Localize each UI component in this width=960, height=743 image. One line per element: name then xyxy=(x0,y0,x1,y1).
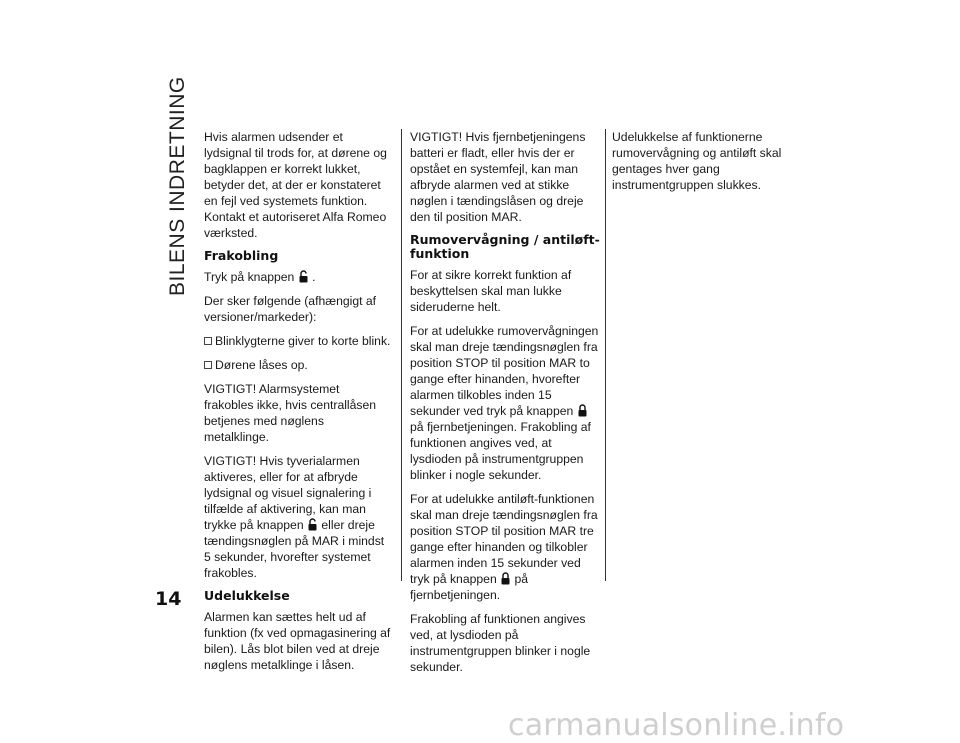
column-1 xyxy=(204,129,392,681)
heading-rumovervaagning: Rumovervågning / antiløft-funktion xyxy=(410,232,600,261)
column-3 xyxy=(612,129,804,201)
text-period: . xyxy=(312,270,316,284)
section-side-title: BILENS INDRETNING xyxy=(166,76,189,296)
text-antilift-post: på fjernbetjeningen. xyxy=(410,572,529,602)
bullet-text: Blinklygterne giver to korte blink. xyxy=(215,334,391,348)
paragraph-disable-interior xyxy=(410,323,600,483)
watermark: carmanualsonline.info xyxy=(508,708,845,743)
lock-icon xyxy=(501,572,510,585)
page-number: 14 xyxy=(155,588,182,610)
text-theft-post: eller dreje tændingsnøglen på MAR i mindst 5 sekunder, hvorefter systemet frakobles. xyxy=(204,518,385,580)
paragraph-disable-antilift xyxy=(410,491,600,603)
unlock-icon xyxy=(308,518,317,531)
bullet-item-doors xyxy=(204,357,392,373)
column-divider xyxy=(605,129,606,581)
text-antilift-pre: For at udelukke antiløft-funktionen skal man dreje tændingsnøglen fra position STOP til position MAR tre gange efter hinanden og tilkobler alarmen inden 15 sekunder ved tryk på knappen xyxy=(410,492,598,586)
lock-icon xyxy=(578,404,587,417)
checkbox-bullet-icon xyxy=(204,361,212,369)
paragraph-windows: For at sikre korrekt funktion af beskyttelsen skal man lukke sideruderne helt. xyxy=(410,268,572,314)
bullet-item-blink xyxy=(204,333,392,349)
paragraph-antilift-indication: Frakobling af funktionen angives ved, at lysdioden på instrumentgruppen blinker i nogle sekunder. xyxy=(410,612,591,674)
paragraph-following: Der sker følgende (afhængigt af versioner/markeder): xyxy=(204,294,377,324)
paragraph-important-theft xyxy=(204,453,392,581)
heading-udelukkelse: Udelukkelse xyxy=(204,588,290,603)
bullet-text: Dørene låses op. xyxy=(215,358,308,372)
text-theft-pre: VIGTIGT! Hvis tyverialarmen aktiveres, eller for at afbryde lydsignal og visuel signalering i tilfælde af aktivering, kan man trykke på knappen xyxy=(204,454,372,532)
paragraph-important-centrallock: VIGTIGT! Alarmsystemet frakobles ikke, hvis centrallåsen betjenes med nøglens metalklinge. xyxy=(204,382,377,444)
paragraph-battery: VIGTIGT! Hvis fjernbetjeningens batteri er fladt, eller hvis der er opstået en systemfejl, kan man afbryde alarmen ved at stikke nøglen i tændingslåsen og dreje den til position MAR. xyxy=(410,130,586,224)
text-press-button: Tryk på knappen xyxy=(204,270,295,284)
unlock-icon xyxy=(299,270,308,283)
text-interior-post: på fjernbetjeningen. Frakobling af funktionen angives ved, at lysdioden på instrumentgruppen blinker i nogle sekunder. xyxy=(410,420,591,482)
checkbox-bullet-icon xyxy=(204,337,212,345)
heading-frakobling: Frakobling xyxy=(204,248,279,263)
paragraph-disable: Alarmen kan sættes helt ud af funktion (fx ved opmagasinering af bilen). Lås blot bilen ved at dreje nøglens metalklinge i låsen. xyxy=(204,610,391,672)
column-2 xyxy=(410,129,600,683)
column-divider xyxy=(401,129,402,581)
paragraph-repeat: Udelukkelse af funktionerne rumovervågning og antiløft skal gentages hver gang instrumentgruppen slukkes. xyxy=(612,130,782,192)
paragraph-alarm-signal: Hvis alarmen udsender et lydsignal til trods for, at dørene og bagklappen er korrekt lukket, betyder det, at der er konstateret en fejl ved systemets funktion. Kontakt et autoriseret Alfa Romeo værksted. xyxy=(204,130,387,240)
paragraph-press-button xyxy=(204,269,392,285)
text-interior-pre: For at udelukke rumovervågningen skal man dreje tændingsnøglen fra position STOP til position MAR to gange efter hinanden, hvorefter alarmen tilkobles inden 15 sekunder ved tryk på knappen xyxy=(410,324,599,418)
